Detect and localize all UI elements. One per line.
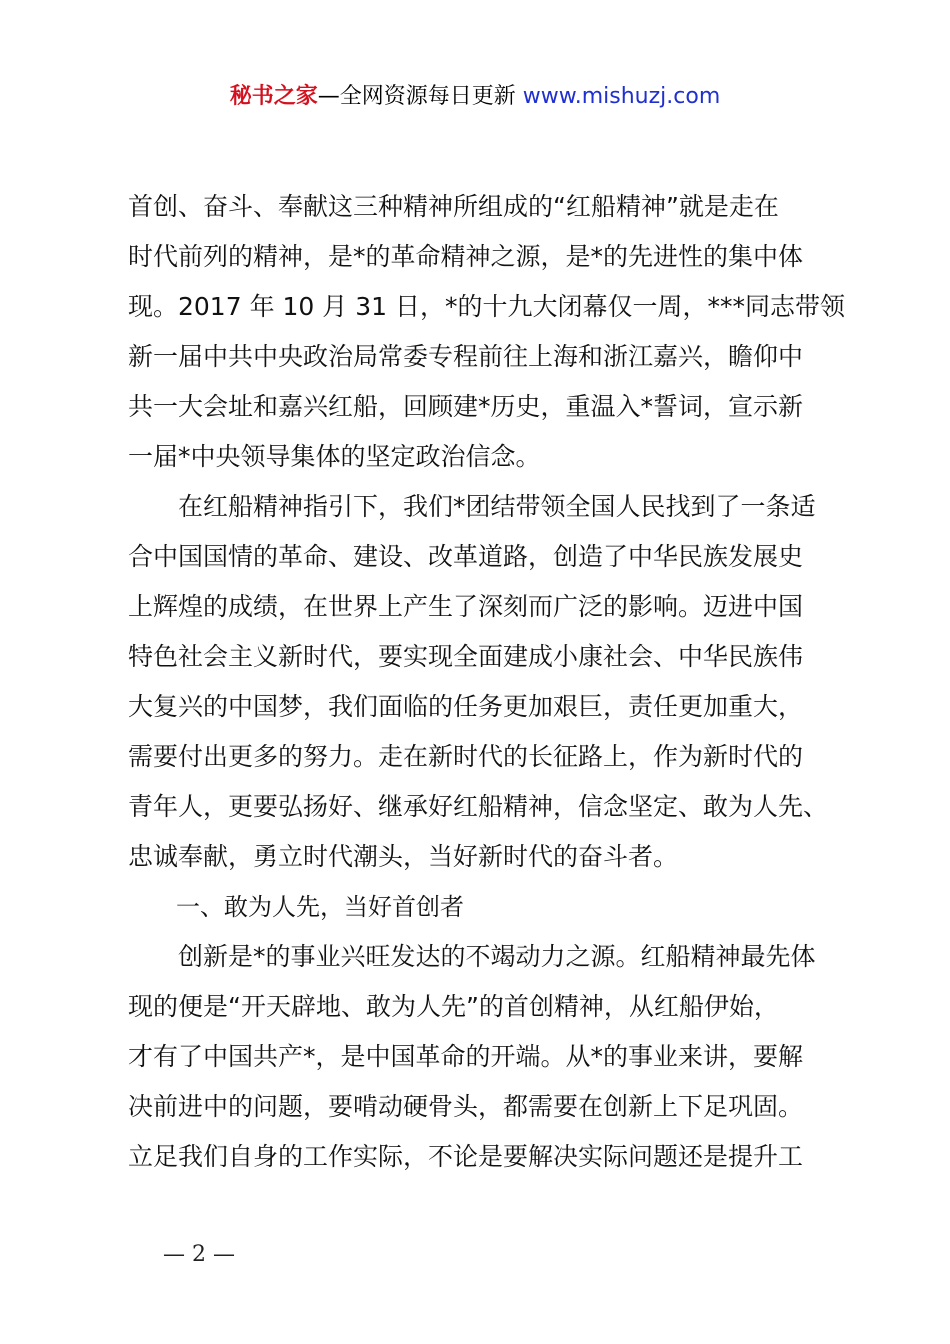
site-url[interactable]: www.mishuzj.com — [522, 84, 721, 109]
text-line: 首创、奋斗、奉献这三种精神所组成的“红船精神”就是走在 — [128, 192, 779, 221]
document-body — [128, 182, 848, 1182]
text-line: 需要付出更多的努力。走在新时代的长征路上，作为新时代的 — [128, 742, 804, 771]
text-line: 上辉煌的成绩，在世界上产生了深刻而广泛的影响。迈进中国 — [128, 592, 804, 621]
text-line: 立足我们自身的工作实际，不论是要解决实际问题还是提升工 — [128, 1142, 804, 1171]
text-line: 在红船精神指引下，我们*团结带领全国人民找到了一条适 — [128, 492, 816, 521]
text-line: 创新是*的事业兴旺发达的不竭动力之源。红船精神最先体 — [128, 942, 816, 971]
text-line: 特色社会主义新时代，要实现全面建成小康社会、中华民族伟 — [128, 642, 804, 671]
text-line: 新一届中共中央政治局常委专程前往上海和浙江嘉兴，瞻仰中 — [128, 342, 804, 371]
site-header — [0, 82, 950, 112]
text-line: 才有了中国共产*，是中国革命的开端。从*的事业来讲，要解 — [128, 1042, 804, 1071]
text-line: 现的便是“开天辟地、敢为人先”的首创精神，从红船伊始， — [128, 992, 779, 1021]
text-line: 合中国国情的革命、建设、改革道路，创造了中华民族发展史 — [128, 542, 804, 571]
section-heading: 一、敢为人先，当好首创者 — [128, 893, 464, 921]
text-line: 共一大会址和嘉兴红船，回顾建*历史，重温入*誓词，宣示新 — [128, 392, 804, 421]
text-line: 忠诚奉献，勇立时代潮头，当好新时代的奋斗者。 — [128, 842, 679, 871]
text-line: 一届*中央领导集体的坚定政治信念。 — [128, 442, 541, 471]
site-slogan: —全网资源每日更新 — [317, 84, 523, 109]
page-number: — 2 — — [163, 1242, 235, 1267]
site-brand: 秘书之家 — [229, 84, 318, 109]
text-line: 大复兴的中国梦，我们面临的任务更加艰巨，责任更加重大， — [128, 692, 804, 721]
text-line: 决前进中的问题，要啃动硬骨头，都需要在创新上下足巩固。 — [128, 1092, 804, 1121]
text-line: 青年人，更要弘扬好、继承好红船精神，信念坚定、敢为人先、 — [128, 792, 829, 821]
text-line: 现。2017 年 10 月 31 日，*的十九大闭幕仅一周，***同志带领 — [128, 292, 845, 321]
text-line: 时代前列的精神，是*的革命精神之源，是*的先进性的集中体 — [128, 242, 804, 271]
